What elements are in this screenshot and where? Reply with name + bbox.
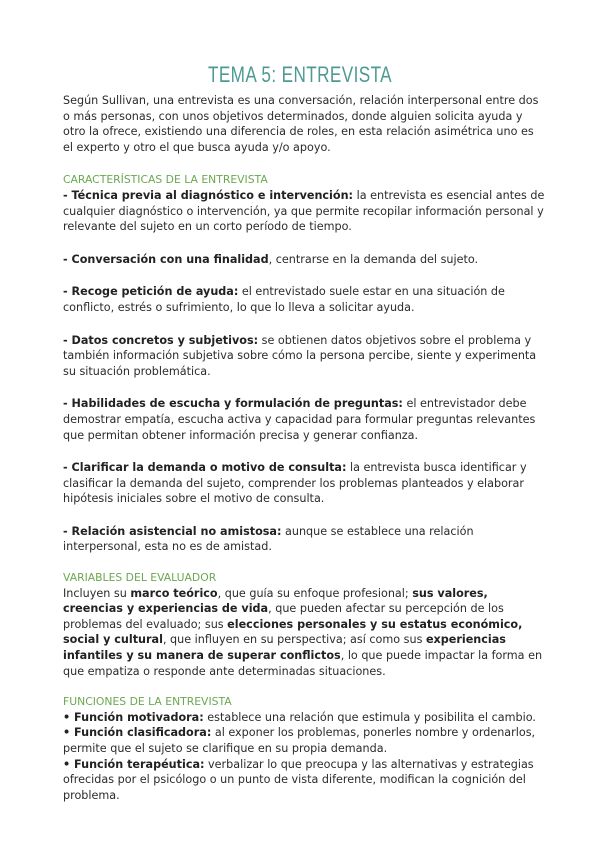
function-label: • Función motivadora: — [63, 710, 204, 724]
variables-emphasis: marco teórico — [130, 586, 218, 600]
characteristic-text: aunque se establece una relación interpersonal, esta no es de amistad. — [63, 524, 474, 554]
characteristic-item — [63, 460, 545, 507]
characteristic-text: la entrevista busca identificar y clasificar la demanda del sujeto, comprender los problemas planteados y elaborar hipótesis iniciales sobre el motivo de consulta. — [63, 461, 527, 506]
function-text: verbalizar lo que preocupa y las alternativas y estrategias ofrecidas por el psicólogo o un punto de vista diferente, modifican la cognición del problema. — [63, 757, 534, 802]
section-heading-variables: VARIABLES DEL EVALUADOR — [63, 571, 217, 585]
characteristic-label: - Recoge petición de ayuda: — [63, 285, 239, 299]
function-text: al exponer los problemas, ponerles nombre y ordenarlos, permite que el sujeto se clarifique en su propia demanda. — [63, 726, 536, 755]
page-title: TEMA 5: ENTREVISTA — [207, 62, 393, 87]
variables-emphasis: elecciones personales y su estatus económico, social y cultural — [63, 617, 523, 647]
function-item — [63, 710, 545, 726]
characteristic-item — [63, 188, 545, 235]
characteristic-item — [63, 252, 545, 268]
function-item — [63, 725, 545, 756]
variables-emphasis: experiencias infantiles y su manera de superar conflictos — [63, 633, 506, 663]
variables-text: , que guía su enfoque profesional; — [217, 586, 413, 600]
characteristic-item — [63, 284, 545, 315]
characteristic-text: el entrevistador debe demostrar empatía, escucha activa y capacidad para formular preguntas relevantes que permitan obtener información precisa y generar confianza. — [63, 397, 536, 442]
characteristic-item — [63, 333, 545, 380]
section-heading-functions: FUNCIONES DE LA ENTREVISTA — [63, 695, 232, 709]
characteristic-text: el entrevistado suele estar en una situación de conflicto, estrés o sufrimiento, lo que lo lleva a solicitar ayuda. — [63, 285, 505, 314]
variables-emphasis: sus valores, creencias y experiencias de vida — [63, 586, 488, 616]
function-item — [63, 757, 545, 804]
characteristic-text: se obtienen datos objetivos sobre el problema y también información subjetiva sobre cómo la persona percibe, siente y experimenta su situación problemática. — [63, 333, 537, 378]
variables-text: Incluyen su — [63, 586, 131, 600]
characteristic-label: - Datos concretos y subjetivos: — [63, 333, 259, 347]
variables-text: , que pueden afectar su percepción de los problemas del evaluado; sus — [63, 602, 504, 631]
variables-text: , lo que puede impactar la forma en que empatiza o responde ante determinadas situaciones. — [63, 649, 543, 678]
characteristic-text: , centrarse en la demanda del sujeto. — [268, 252, 479, 266]
function-label: • Función clasificadora: — [63, 726, 212, 740]
variables-paragraph — [63, 586, 545, 680]
variables-text: , que influyen en su perspectiva; así como sus — [162, 633, 426, 647]
characteristic-label: - Técnica previa al diagnóstico e intervención: — [63, 188, 354, 202]
document-body — [63, 93, 545, 803]
intro-paragraph: Según Sullivan, una entrevista es una conversación, relación interpersonal entre dos o más personas, con unos objetivos determinados, donde alguien solicita ayuda y otro la ofrece, existiendo una diferencia de roles, en esta relación asimétrica uno es el experto y otro el que busca ayuda y/o apoyo. — [63, 94, 539, 154]
characteristic-label: - Relación asistencial no amistosa: — [63, 524, 282, 538]
function-text: establece una relación que estimula y posibilita el cambio. — [203, 710, 536, 724]
characteristic-item — [63, 524, 545, 555]
section-heading-characteristics: CARACTERÍSTICAS DE LA ENTREVISTA — [63, 173, 268, 187]
characteristic-label: - Habilidades de escucha y formulación de preguntas: — [63, 397, 403, 411]
characteristic-label: - Clarificar la demanda o motivo de consulta: — [63, 461, 347, 475]
function-label: • Función terapéutica: — [63, 757, 205, 771]
characteristic-label: - Conversación con una finalidad — [63, 252, 269, 266]
characteristic-item — [63, 396, 545, 443]
characteristic-text: la entrevista es esencial antes de cualquier diagnóstico o intervención, ya que permite recopilar información personal y relevante del sujeto en un corto período de tiempo. — [63, 188, 545, 234]
